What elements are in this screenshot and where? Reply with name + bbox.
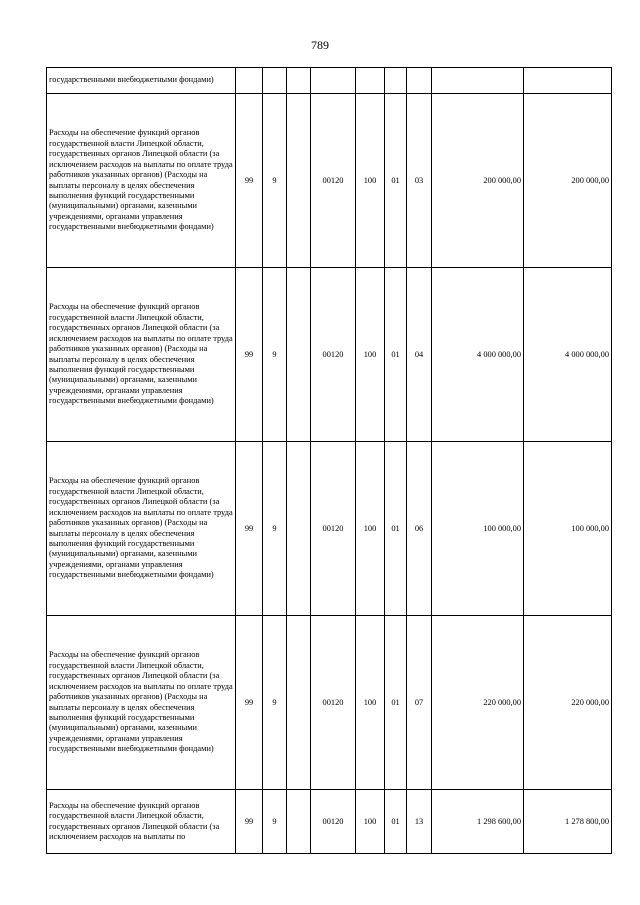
row-code-6: 01: [385, 790, 407, 854]
row-code-4: 00120: [311, 790, 356, 854]
row-code-6: [385, 68, 407, 94]
row-code-1: [236, 68, 263, 94]
row-code-3: [287, 616, 311, 790]
row-code-3: [287, 94, 311, 268]
row-code-6: 01: [385, 616, 407, 790]
row-amount-1: 1 298 600,00: [432, 790, 524, 854]
row-code-6: 01: [385, 94, 407, 268]
row-amount-1: [432, 68, 524, 94]
row-code-7: [407, 68, 432, 94]
row-amount-1: 220 000,00: [432, 616, 524, 790]
row-description: Расходы на обеспечение функций органов государственной власти Липецкой области, государственных органов Липецкой области (за исключением расходов на выплаты по оплате труда работников указанных органов) (Расходы на выплаты персоналу в целях обеспечения выполнения функций государственными (муниципальными) органами, казенными учреждениями, органами управления государственными внебюджетными фондами): [47, 94, 236, 268]
row-description: Расходы на обеспечение функций органов государственной власти Липецкой области, государственных органов Липецкой области (за исключением расходов на выплаты по: [47, 790, 236, 854]
row-code-1: 99: [236, 268, 263, 442]
row-amount-1: 200 000,00: [432, 94, 524, 268]
row-code-5: [356, 68, 385, 94]
page-number: 789: [311, 38, 329, 52]
table-row: [47, 268, 612, 442]
table-row: [47, 616, 612, 790]
row-code-1: 99: [236, 94, 263, 268]
row-description: государственными внебюджетными фондами): [47, 68, 236, 94]
row-code-5: 100: [356, 616, 385, 790]
row-code-2: 9: [263, 268, 287, 442]
row-amount-2: 4 000 000,00: [524, 268, 612, 442]
row-description: Расходы на обеспечение функций органов государственной власти Липецкой области, государственных органов Липецкой области (за исключением расходов на выплаты по оплате труда работников указанных органов) (Расходы на выплаты персоналу в целях обеспечения выполнения функций государственными (муниципальными) органами, казенными учреждениями, органами управления государственными внебюджетными фондами): [47, 616, 236, 790]
row-code-7: 13: [407, 790, 432, 854]
row-code-3: [287, 268, 311, 442]
row-code-7: 03: [407, 94, 432, 268]
row-code-7: 06: [407, 442, 432, 616]
row-amount-1: 4 000 000,00: [432, 268, 524, 442]
row-code-4: 00120: [311, 268, 356, 442]
row-code-7: 07: [407, 616, 432, 790]
row-description: Расходы на обеспечение функций органов государственной власти Липецкой области, государственных органов Липецкой области (за исключением расходов на выплаты по оплате труда работников указанных органов) (Расходы на выплаты персоналу в целях обеспечения выполнения функций государственными (муниципальными) органами, казенными учреждениями, органами управления государственными внебюджетными фондами): [47, 268, 236, 442]
row-code-4: 00120: [311, 442, 356, 616]
table-row: [47, 442, 612, 616]
row-amount-2: 1 278 800,00: [524, 790, 612, 854]
row-code-4: [311, 68, 356, 94]
row-amount-2: 100 000,00: [524, 442, 612, 616]
row-code-7: 04: [407, 268, 432, 442]
row-code-5: 100: [356, 94, 385, 268]
row-code-3: [287, 68, 311, 94]
row-code-6: 01: [385, 442, 407, 616]
row-code-3: [287, 790, 311, 854]
row-code-4: 00120: [311, 616, 356, 790]
table-row: [47, 94, 612, 268]
row-code-5: 100: [356, 790, 385, 854]
row-code-4: 00120: [311, 94, 356, 268]
row-code-2: 9: [263, 616, 287, 790]
table-row: [47, 790, 612, 854]
row-code-1: 99: [236, 790, 263, 854]
row-code-5: 100: [356, 268, 385, 442]
row-code-1: 99: [236, 616, 263, 790]
row-description: Расходы на обеспечение функций органов государственной власти Липецкой области, государственных органов Липецкой области (за исключением расходов на выплаты по оплате труда работников указанных органов) (Расходы на выплаты персоналу в целях обеспечения выполнения функций государственными (муниципальными) органами, казенными учреждениями, органами управления государственными внебюджетными фондами): [47, 442, 236, 616]
table-row: [47, 68, 612, 94]
row-code-2: 9: [263, 94, 287, 268]
row-code-2: 9: [263, 790, 287, 854]
row-code-5: 100: [356, 442, 385, 616]
row-code-3: [287, 442, 311, 616]
budget-table: [46, 67, 612, 854]
row-amount-1: 100 000,00: [432, 442, 524, 616]
row-amount-2: 200 000,00: [524, 94, 612, 268]
row-code-1: 99: [236, 442, 263, 616]
row-code-2: [263, 68, 287, 94]
row-amount-2: 220 000,00: [524, 616, 612, 790]
row-amount-2: [524, 68, 612, 94]
row-code-6: 01: [385, 268, 407, 442]
row-code-2: 9: [263, 442, 287, 616]
